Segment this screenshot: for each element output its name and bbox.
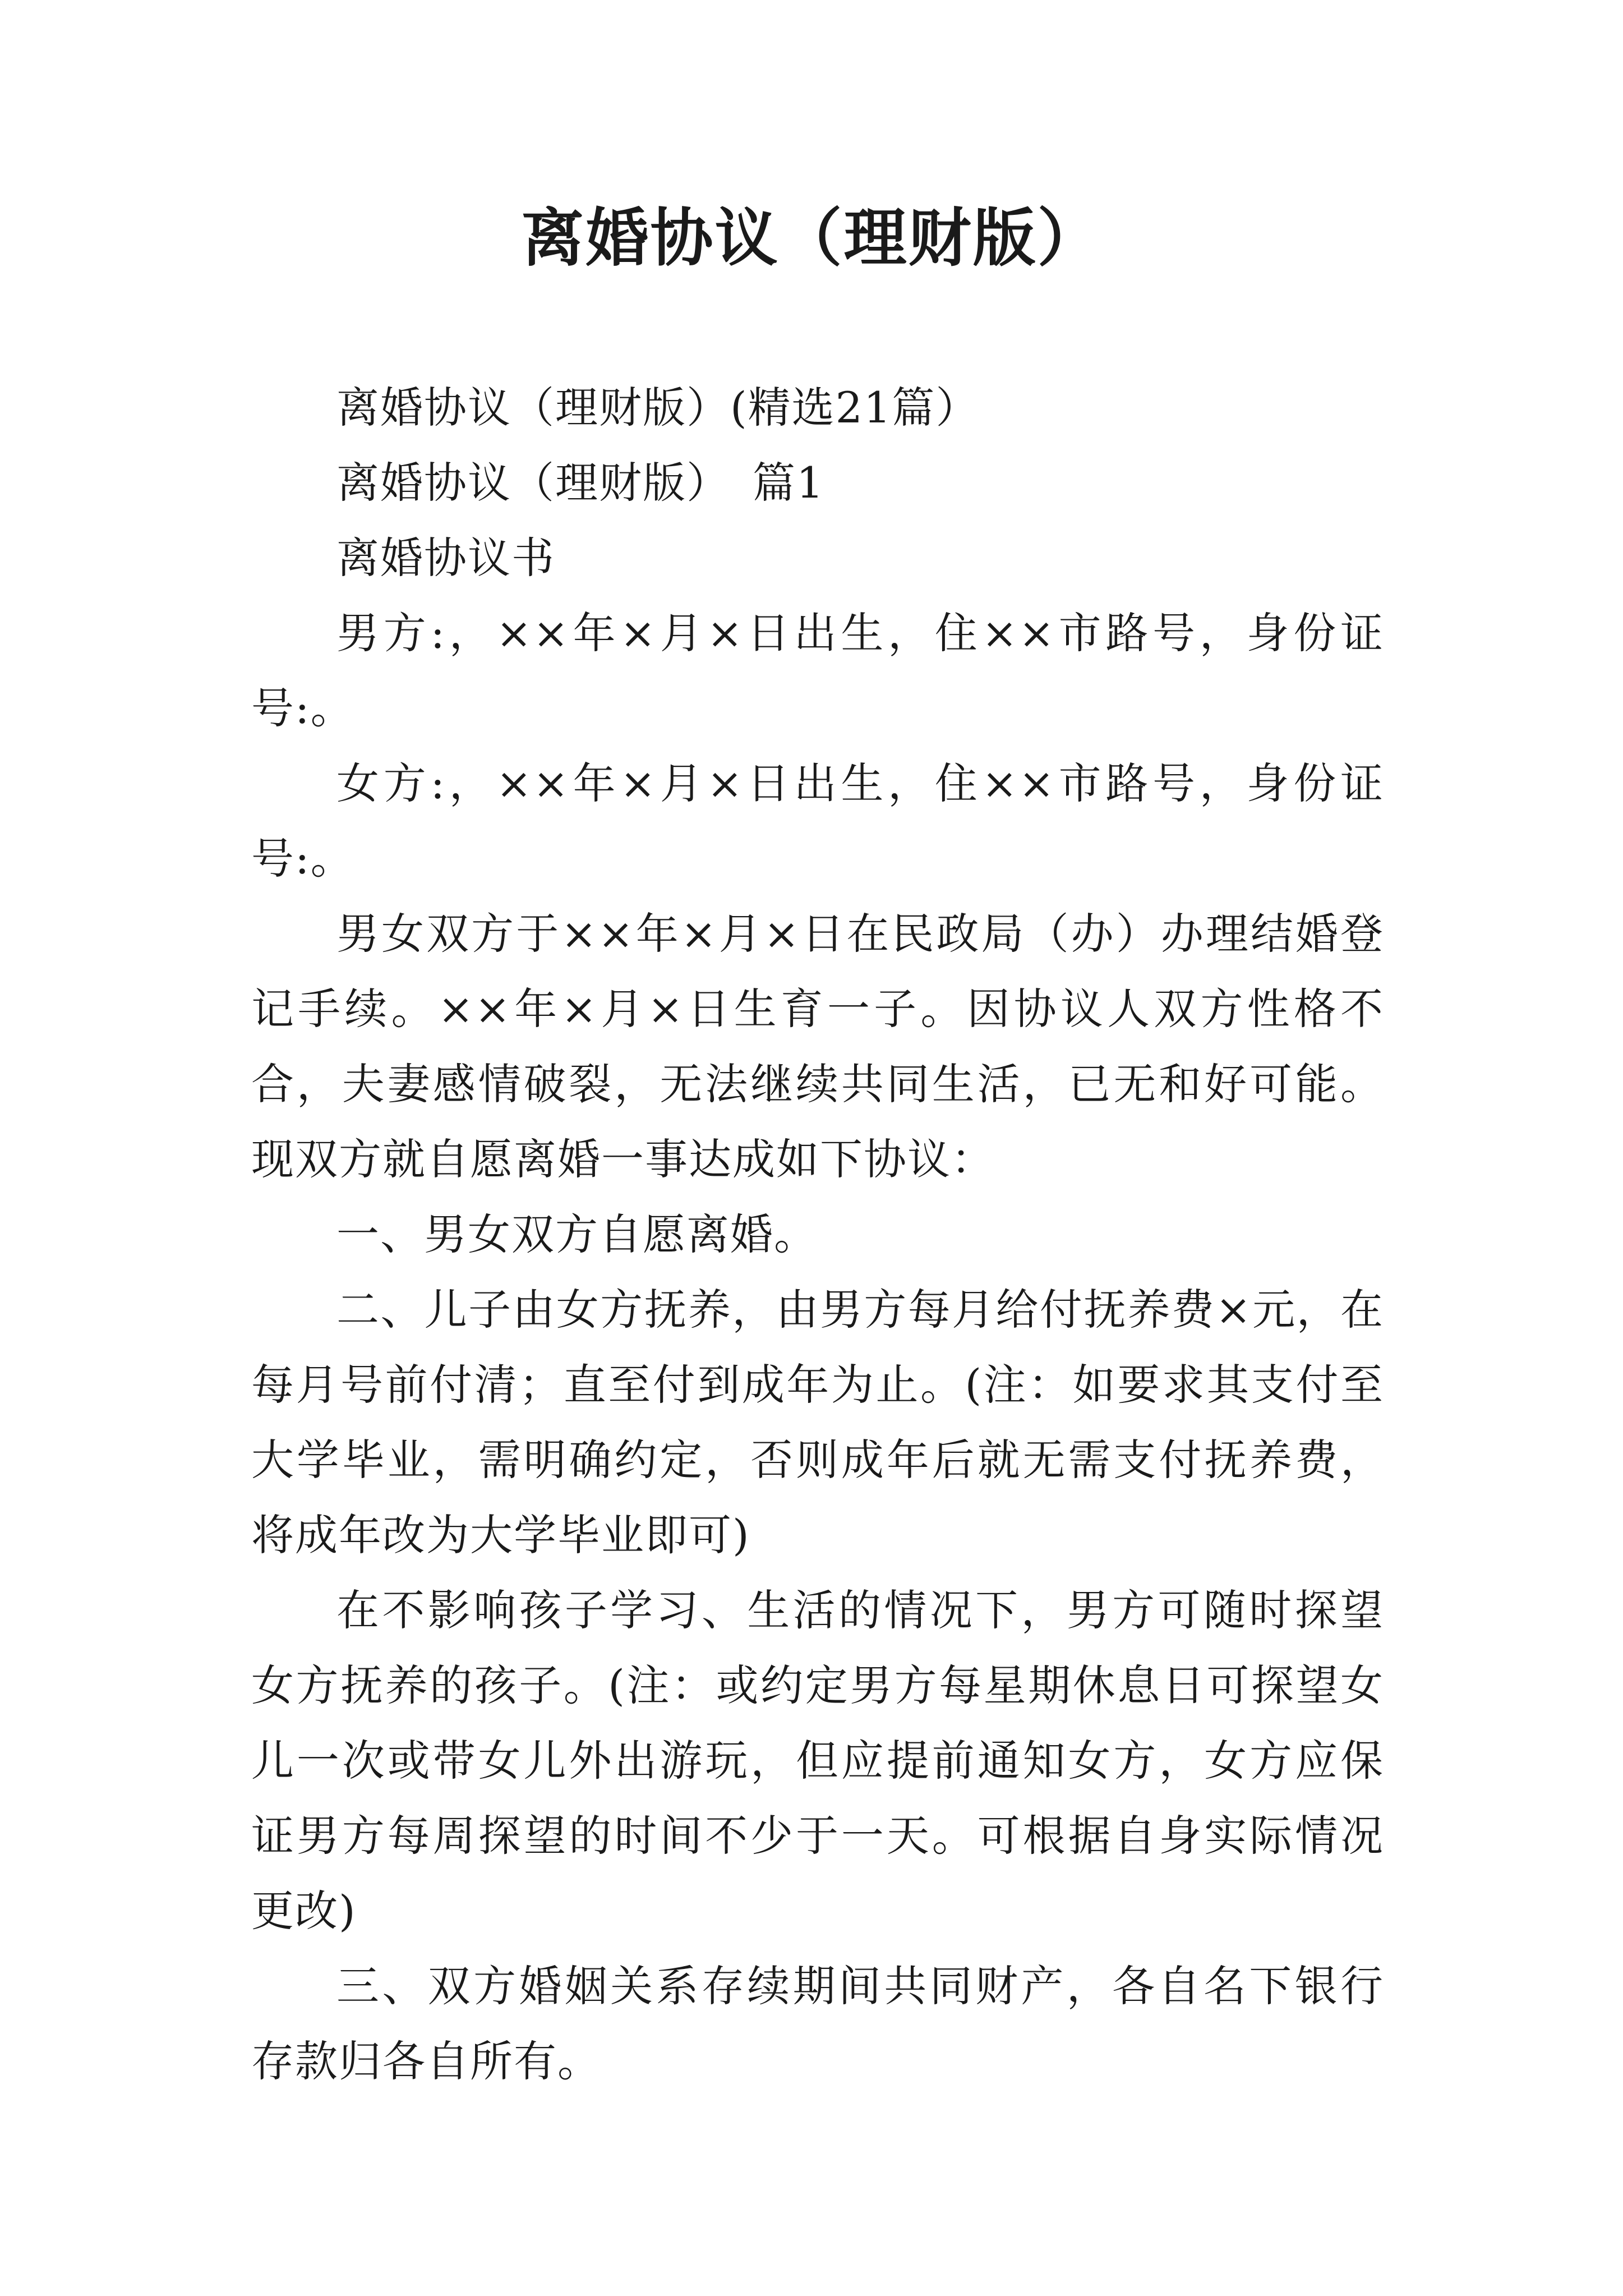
- paragraph-agreement-label: 离婚协议书: [336, 533, 555, 583]
- paragraph-female-party: 女方:，××年×月×日出生，住××市路号，身份证号:。: [251, 758, 1384, 884]
- paragraph-marriage-background: 男女双方于××年×月×日在民政局（办）办理结婚登记手续。××年×月×日生育一子。因协议人双方性格不合，夫妻感情破裂，无法继续共同生活，已无和好可能。现双方就自愿离婚一事达成如下协议：: [251, 909, 1384, 1184]
- paragraph-clause-2: 二、儿子由女方抚养，由男方每月给付抚养费×元，在每月号前付清；直至付到成年为止。(注：如要求其支付至大学毕业，需明确约定，否则成年后就无需支付抚养费，将成年改为大学毕业即可): [251, 1285, 1384, 1560]
- paragraph-male-party: 男方:，××年×月×日出生，住××市路号，身份证号:。: [251, 608, 1384, 733]
- paragraph-visitation: 在不影响孩子学习、生活的情况下，男方可随时探望女方抚养的孩子。(注：或约定男方每星期休息日可探望女儿一次或带女儿外出游玩，但应提前通知女方，女方应保证男方每周探望的时间不少于一天。可根据自身实际情况更改): [251, 1585, 1384, 1936]
- document-title: 离婚协议（理财版）: [521, 201, 1102, 275]
- paragraph-section-heading: 离婚协议（理财版） 篇1: [336, 458, 825, 508]
- paragraph-clause-3: 三、双方婚姻关系存续期间共同财产，各自名下银行存款归各自所有。: [251, 1961, 1384, 2086]
- paragraph-collection-heading: 离婚协议（理财版）(精选21篇）: [336, 383, 980, 432]
- paragraph-clause-1: 一、男女双方自愿离婚。: [336, 1209, 818, 1259]
- document-body: [251, 370, 1384, 2099]
